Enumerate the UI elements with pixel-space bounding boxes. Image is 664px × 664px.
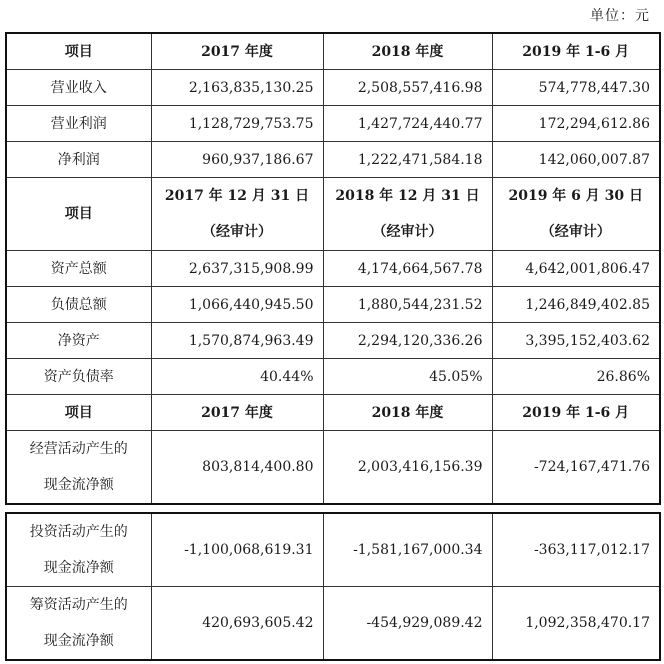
- table-header-row: [6, 33, 660, 70]
- table-row: [6, 323, 660, 359]
- table-row: [6, 359, 660, 395]
- header-2018: 2018 年度: [323, 33, 492, 70]
- cell-value: 1,427,724,440.77: [323, 106, 492, 142]
- cell-value: 1,092,358,470.17: [492, 587, 660, 661]
- row-label-line2: 现金流净额: [43, 477, 114, 493]
- cell-value: 26.86%: [492, 359, 660, 395]
- cell-value: 4,174,664,567.78: [323, 251, 492, 287]
- row-label-line2: 现金流净额: [43, 560, 114, 576]
- header-2018: 2018 年度: [323, 395, 492, 431]
- financial-table-continued: [5, 512, 661, 661]
- header-2017: 2017 年度: [151, 33, 323, 70]
- cell-value: 1,128,729,753.75: [151, 106, 323, 142]
- table-row: [6, 251, 660, 287]
- table-row: [6, 106, 660, 142]
- financial-table-main: [5, 32, 661, 505]
- header-note: （经审计）: [540, 224, 611, 240]
- cell-value: 2,637,315,908.99: [151, 251, 323, 287]
- header-item: 项目: [6, 33, 151, 70]
- row-label-line1: 投资活动产生的: [29, 524, 128, 540]
- cell-value: 2,294,120,336.26: [323, 323, 492, 359]
- row-label-line1: 经营活动产生的: [29, 441, 128, 457]
- header-note: （经审计）: [202, 224, 272, 240]
- cell-value: 4,642,001,806.47: [492, 251, 660, 287]
- table-row: [6, 587, 660, 661]
- cell-value: 45.05%: [323, 359, 492, 395]
- cell-value: 2,508,557,416.98: [323, 70, 492, 106]
- row-label: 资产总额: [6, 251, 151, 287]
- header-2017: 2017 年度: [151, 395, 323, 431]
- row-label: 营业利润: [6, 106, 151, 142]
- cashflow-header-row: [6, 395, 660, 431]
- cell-value: -1,100,068,619.31: [151, 513, 323, 587]
- table-row: [6, 70, 660, 106]
- row-label: [6, 587, 151, 661]
- row-label: 营业收入: [6, 70, 151, 106]
- header-date: 2019 年 6 月 30 日: [508, 188, 644, 204]
- row-label-line2: 现金流净额: [43, 633, 114, 649]
- row-label-line1: 筹资活动产生的: [29, 597, 128, 613]
- balance-header-row: [6, 178, 660, 251]
- header-2019h1: 2019 年 1-6 月: [492, 395, 660, 431]
- header-2019h1: 2019 年 1-6 月: [492, 33, 660, 70]
- header-date: 2017 年 12 月 31 日: [164, 188, 310, 204]
- row-label: [6, 431, 151, 505]
- header-date-2019: [492, 178, 660, 251]
- cell-value: 2,163,835,130.25: [151, 70, 323, 106]
- table-row: [6, 142, 660, 178]
- row-label: 净资产: [6, 323, 151, 359]
- cell-value: 2,003,416,156.39: [323, 431, 492, 505]
- cell-value: 420,693,605.42: [151, 587, 323, 661]
- header-date-2018: [323, 178, 492, 251]
- cell-value: 1,066,440,945.50: [151, 287, 323, 323]
- cell-value: 40.44%: [151, 359, 323, 395]
- cell-value: 1,246,849,402.85: [492, 287, 660, 323]
- row-label: [6, 513, 151, 587]
- cell-value: 1,222,471,584.18: [323, 142, 492, 178]
- cell-value: 3,395,152,403.62: [492, 323, 660, 359]
- unit-label: 单位：元: [590, 8, 650, 24]
- table-row: [6, 431, 660, 505]
- cell-value: -454,929,089.42: [323, 587, 492, 661]
- cell-value: 142,060,007.87: [492, 142, 660, 178]
- cell-value: 574,778,447.30: [492, 70, 660, 106]
- cell-value: -363,117,012.17: [492, 513, 660, 587]
- cell-value: 172,294,612.86: [492, 106, 660, 142]
- cell-value: 960,937,186.67: [151, 142, 323, 178]
- header-date-2017: [151, 178, 323, 251]
- row-label: 资产负债率: [6, 359, 151, 395]
- table-row: [6, 287, 660, 323]
- header-date: 2018 年 12 月 31 日: [335, 188, 480, 204]
- cell-value: 1,880,544,231.52: [323, 287, 492, 323]
- cell-value: 803,814,400.80: [151, 431, 323, 505]
- header-note: （经审计）: [372, 224, 443, 240]
- row-label: 负债总额: [6, 287, 151, 323]
- cell-value: 1,570,874,963.49: [151, 323, 323, 359]
- cell-value: -724,167,471.76: [492, 431, 660, 505]
- cell-value: -1,581,167,000.34: [323, 513, 492, 587]
- row-label: 净利润: [6, 142, 151, 178]
- header-item: 项目: [6, 395, 151, 431]
- header-item: 项目: [6, 178, 151, 251]
- table-row: [6, 513, 660, 587]
